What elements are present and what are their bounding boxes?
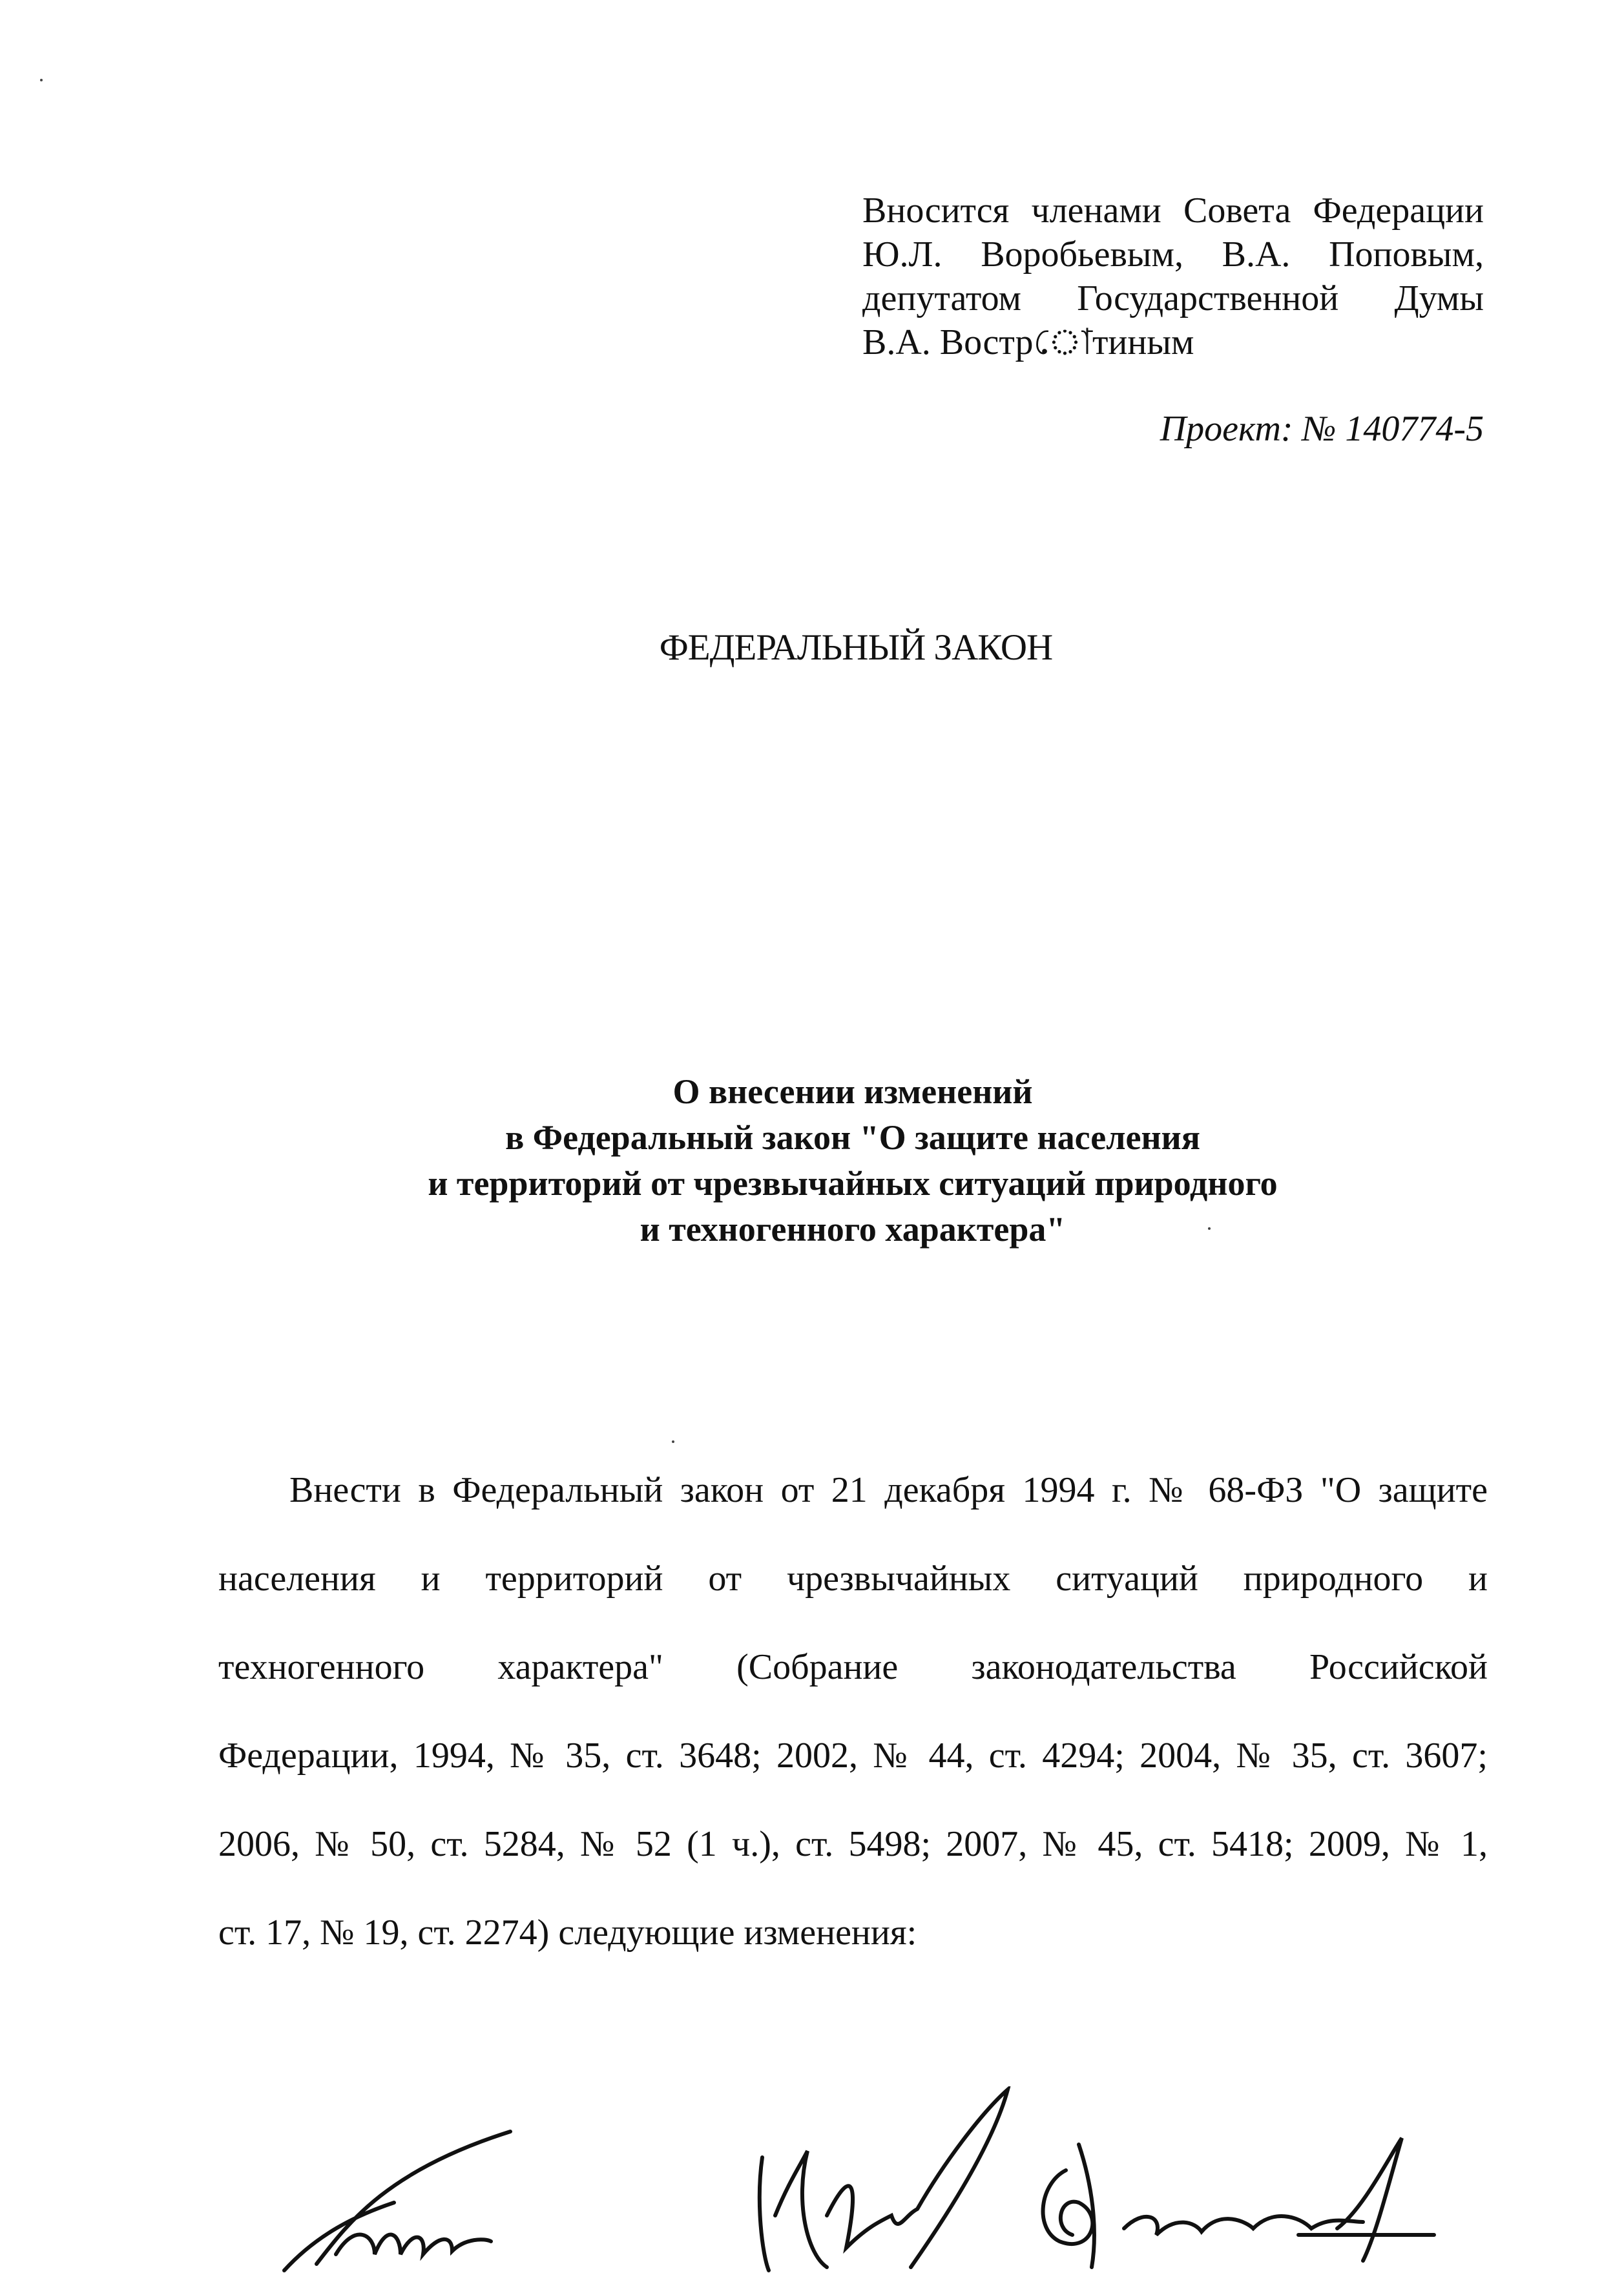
submitted-by-line: В.А. Вострোтиным	[862, 322, 1194, 362]
signature-2	[749, 2086, 1021, 2273]
law-title	[0, 1069, 1624, 1252]
title-line: в Федеральный закон "О защите населения	[505, 1118, 1200, 1157]
submitted-by-line: Вносится членами Совета Федерации	[862, 191, 1484, 231]
body-line: 2006, № 50, ст. 5284, № 52 (1 ч.), ст. 5498; 2007, № 45, ст. 5418; 2009, № 1,	[218, 1824, 1488, 1864]
project-number: Проект: № 140774-5	[1160, 409, 1484, 449]
submitted-by-block	[862, 189, 1484, 364]
body-line: Внести в Федеральный закон от 21 декабря 1994 г. № 68-ФЗ "О защите	[289, 1470, 1488, 1510]
body-line: техногенного характера" (Собрание законодательства Российской	[218, 1647, 1488, 1687]
title-line: и техногенного характера"	[640, 1210, 1066, 1249]
scan-speck	[672, 1440, 674, 1443]
document-type: ФЕДЕРАЛЬНЫЙ ЗАКОН	[659, 627, 1053, 668]
signature-3	[1027, 2132, 1441, 2273]
body-line: населения и территорий от чрезвычайных ситуаций природного и	[218, 1559, 1488, 1599]
signature-1	[278, 2125, 523, 2273]
body-line: Федерации, 1994, № 35, ст. 3648; 2002, № 44, ст. 4294; 2004, № 35, ст. 3607;	[218, 1736, 1488, 1776]
body-paragraph	[218, 1466, 1488, 1997]
scan-speck	[40, 79, 43, 81]
body-line: ст. 17, № 19, ст. 2274) следующие изменения:	[218, 1913, 917, 1953]
title-line: О внесении изменений	[672, 1072, 1033, 1111]
submitted-by-line: депутатом Государственной Думы	[862, 278, 1484, 318]
title-line: и территорий от чрезвычайных ситуаций природного	[428, 1164, 1278, 1203]
scan-speck	[1208, 1227, 1211, 1230]
submitted-by-line: Ю.Л. Воробьевым, В.А. Поповым,	[862, 234, 1484, 275]
